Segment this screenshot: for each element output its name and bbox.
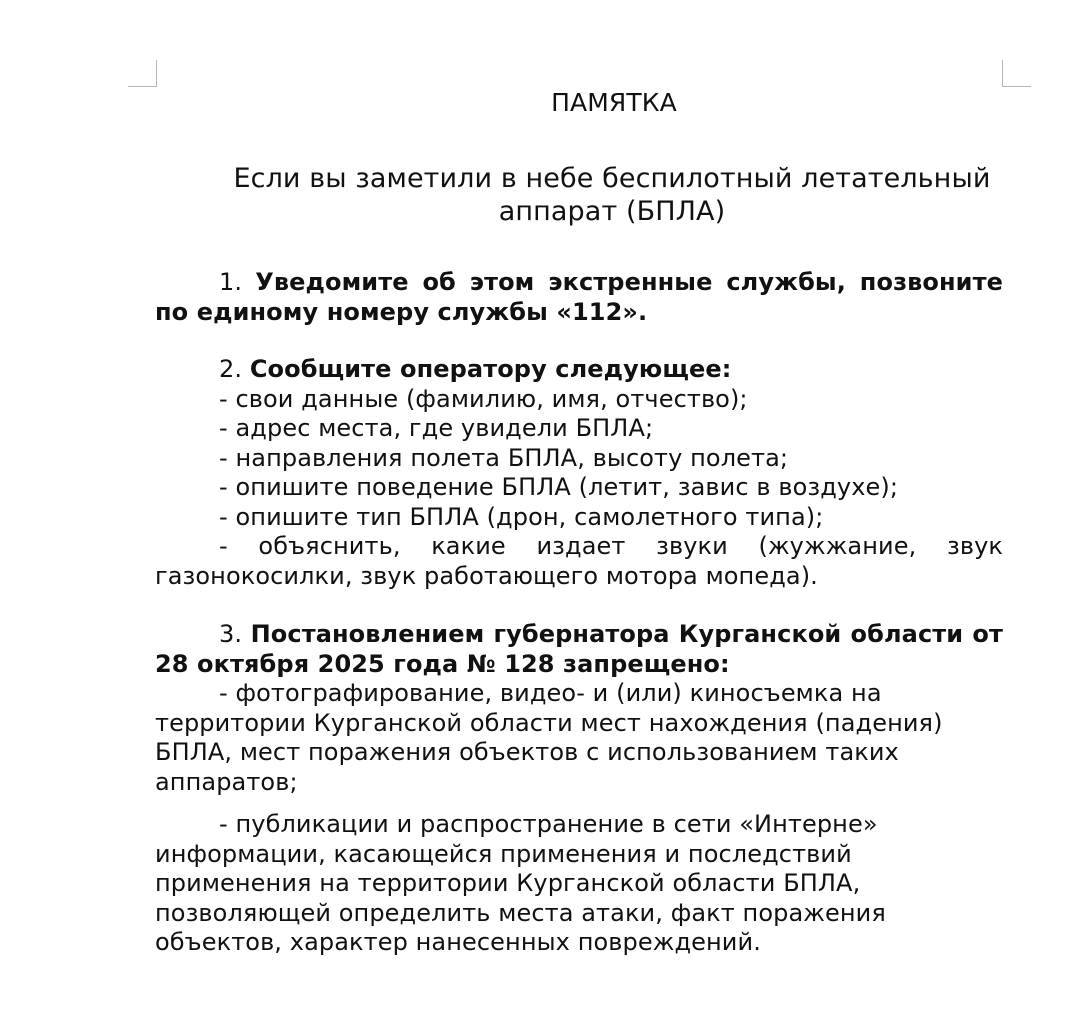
document-subtitle	[221, 162, 1003, 228]
document-title: ПАМЯТКА	[551, 88, 677, 117]
item-2-bullet-2: - адрес места, где увидели БПЛА;	[219, 414, 654, 442]
item-2-bullet-4: - опишите поведение БПЛА (летит, завис в воздухе);	[219, 473, 899, 501]
item-1-number: 1.	[219, 268, 243, 296]
item-3-bullet-1: - фотографирование, видео- и (или) киносъемка на территории Курганской области мест нахождения (падения) БПЛА, мест поражения объектов с использованием таких аппаратов;	[155, 679, 943, 796]
item-2-bullet-5: - опишите тип БПЛА (дрон, самолетного типа);	[219, 502, 824, 531]
item-2-bullet-1: - свои данные (фамилию, имя, отчество);	[219, 384, 748, 413]
item-3-number: 3.	[219, 620, 243, 648]
item-2-text: Сообщите оператору следующее:	[249, 355, 732, 383]
item-3-bullet-2: - публикации и распространение в сети «Интерне» информации, касающейся применения и последствий применения на территории Курганской области БПЛА, позволяющей определить места атаки, факт поражения объектов, характер нанесенных повреждений.	[155, 810, 886, 956]
page-corner-top-left	[128, 60, 157, 87]
item-2-bullet-list	[155, 385, 1003, 533]
document-content	[155, 86, 1003, 958]
item-2-last-bullet: - объяснить, какие издает звуки (жужжание, звук газонокосилки, звук работающего мотора мопеда).	[155, 532, 1003, 590]
item-1-paragraph	[155, 268, 1003, 327]
item-3-text: Постановлением губернатора Курганской области от 28 октября 2025 года № 128 запрещено:	[155, 620, 1004, 678]
subtitle-line-2: аппарат (БПЛА)	[498, 196, 726, 227]
item-2-heading	[155, 355, 1003, 385]
page-corner-top-right	[1002, 60, 1031, 87]
item-2-bullet-3: - направления полета БПЛА, высоту полета;	[219, 443, 789, 472]
item-3-heading	[155, 620, 1003, 679]
item-1-text: Уведомите об этом экстренные службы, позвоните по единому номеру службы «112».	[155, 268, 1003, 326]
item-2-number: 2.	[219, 355, 243, 383]
subtitle-line-1: Если вы заметили в небе беспилотный летательный	[233, 163, 991, 194]
